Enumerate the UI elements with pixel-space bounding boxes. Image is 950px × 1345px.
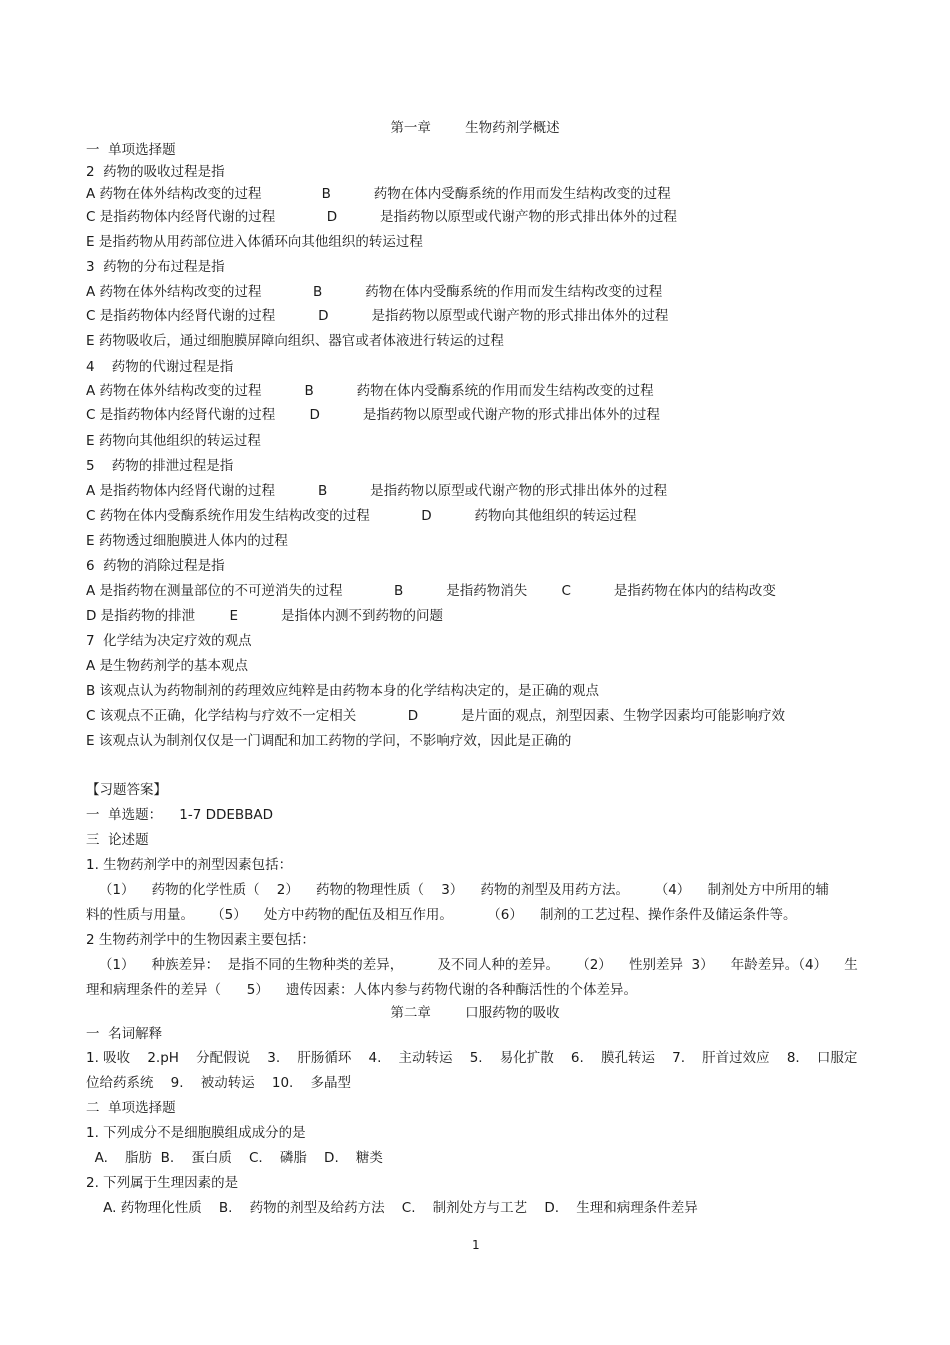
- text-line: E 是指药物从用药部位进入体循环向其他组织的转运过程: [86, 234, 423, 250]
- text-line: A 是指药物体内经肾代谢的过程 B 是指药物以原型或代谢产物的形式排出体外的过程: [86, 483, 668, 499]
- text-line: A 药物在体外结构改变的过程 B 药物在体内受酶系统的作用而发生结构改变的过程: [86, 186, 671, 202]
- text-line: 2 生物药剂学中的生物因素主要包括：: [86, 932, 315, 948]
- text-line: 4 药物的代谢过程是指: [86, 359, 234, 375]
- text-line: 5 药物的排泄过程是指: [86, 458, 234, 474]
- text-line: 理和病理条件的差异（ 5） 遗传因素：人体内参与药物代谢的各种酶活性的个体差异。: [86, 982, 638, 998]
- text-line: C 药物在体内受酶系统作用发生结构改变的过程 D 药物向其他组织的转运过程: [86, 508, 637, 524]
- text-line: 位给药系统 9. 被动转运 10. 多晶型: [86, 1075, 352, 1091]
- text-line: D 是指药物的排泄 E 是指体内测不到药物的问题: [86, 608, 443, 624]
- text-line: 1. 吸收 2.pH 分配假说 3. 肝肠循环 4. 主动转运 5. 易化扩散 6. 膜孔转运 7. 肝首过效应 8. 口服定: [86, 1050, 858, 1066]
- text-line: 一 单项选择题: [86, 142, 176, 158]
- text-line: 第一章 生物药剂学概述: [390, 120, 560, 136]
- text-line: 1. 下列成分不是细胞膜组成成分的是: [86, 1125, 306, 1141]
- text-line: A 药物在体外结构改变的过程 B 药物在体内受酶系统的作用而发生结构改变的过程: [86, 284, 663, 300]
- text-line: C 该观点不正确，化学结构与疗效不一定相关 D 是片面的观点，剂型因素、生物学因素均可能影响疗效: [86, 708, 786, 724]
- text-line: A 是指药物在测量部位的不可逆消失的过程 B 是指药物消失 C 是指药物在体内的结构改变: [86, 583, 776, 599]
- text-line: 【习题答案】: [86, 782, 167, 798]
- text-line: 三 论述题: [86, 832, 149, 848]
- text-line: 3 药物的分布过程是指: [86, 259, 225, 275]
- text-line: C 是指药物体内经肾代谢的过程 D 是指药物以原型或代谢产物的形式排出体外的过程: [86, 209, 678, 225]
- text-line: 一 名词解释: [86, 1026, 163, 1042]
- text-line: B 该观点认为药物制剂的药理效应纯粹是由药物本身的化学结构决定的，是正确的观点: [86, 683, 600, 699]
- text-line: C 是指药物体内经肾代谢的过程 D 是指药物以原型或代谢产物的形式排出体外的过程: [86, 407, 660, 423]
- text-line: 二 单项选择题: [86, 1100, 176, 1116]
- text-line: 7 化学结为决定疗效的观点: [86, 633, 252, 649]
- text-line: 2. 下列属于生理因素的是: [86, 1175, 239, 1191]
- text-line: A. 药物理化性质 B. 药物的剂型及给药方法 C. 制剂处方与工艺 D. 生理和病理条件差异: [86, 1200, 698, 1216]
- text-line: A 药物在体外结构改变的过程 B 药物在体内受酶系统的作用而发生结构改变的过程: [86, 383, 654, 399]
- text-line: E 药物透过细胞膜进人体内的过程: [86, 533, 288, 549]
- text-line: 料的性质与用量。 （5） 处方中药物的配伍及相互作用。 （6） 制剂的工艺过程、操作条件及储运条件等。: [86, 907, 797, 923]
- text-line: E 该观点认为制剂仅仅是一门调配和加工药物的学问，不影响疗效，因此是正确的: [86, 733, 572, 749]
- text-line: 6 药物的消除过程是指: [86, 558, 225, 574]
- page-number: 1: [472, 1238, 480, 1252]
- text-line: 第二章 口服药物的吸收: [390, 1005, 560, 1021]
- text-line: （1） 药物的化学性质（ 2） 药物的物理性质（ 3） 药物的剂型及用药方法。 （4） 制剂处方中所用的辅: [86, 882, 829, 898]
- text-line: （1） 种族差异： 是指不同的生物种类的差异， 及不同人种的差异。 （2） 性别差异 3） 年龄差异。（4） 生: [86, 957, 858, 973]
- text-line: E 药物向其他组织的转运过程: [86, 433, 261, 449]
- text-line: E 药物吸收后，通过细胞膜屏障向组织、器官或者体液进行转运的过程: [86, 333, 504, 349]
- text-line: A 是生物药剂学的基本观点: [86, 658, 249, 674]
- text-line: 一 单选题： 1-7 DDEBBAD: [86, 807, 274, 823]
- text-line: 2 药物的吸收过程是指: [86, 164, 225, 180]
- text-line: A. 脂肪 B. 蛋白质 C. 磷脂 D. 糖类: [86, 1150, 383, 1166]
- text-line: C 是指药物体内经肾代谢的过程 D 是指药物以原型或代谢产物的形式排出体外的过程: [86, 308, 669, 324]
- text-line: 1. 生物药剂学中的剂型因素包括：: [86, 857, 293, 873]
